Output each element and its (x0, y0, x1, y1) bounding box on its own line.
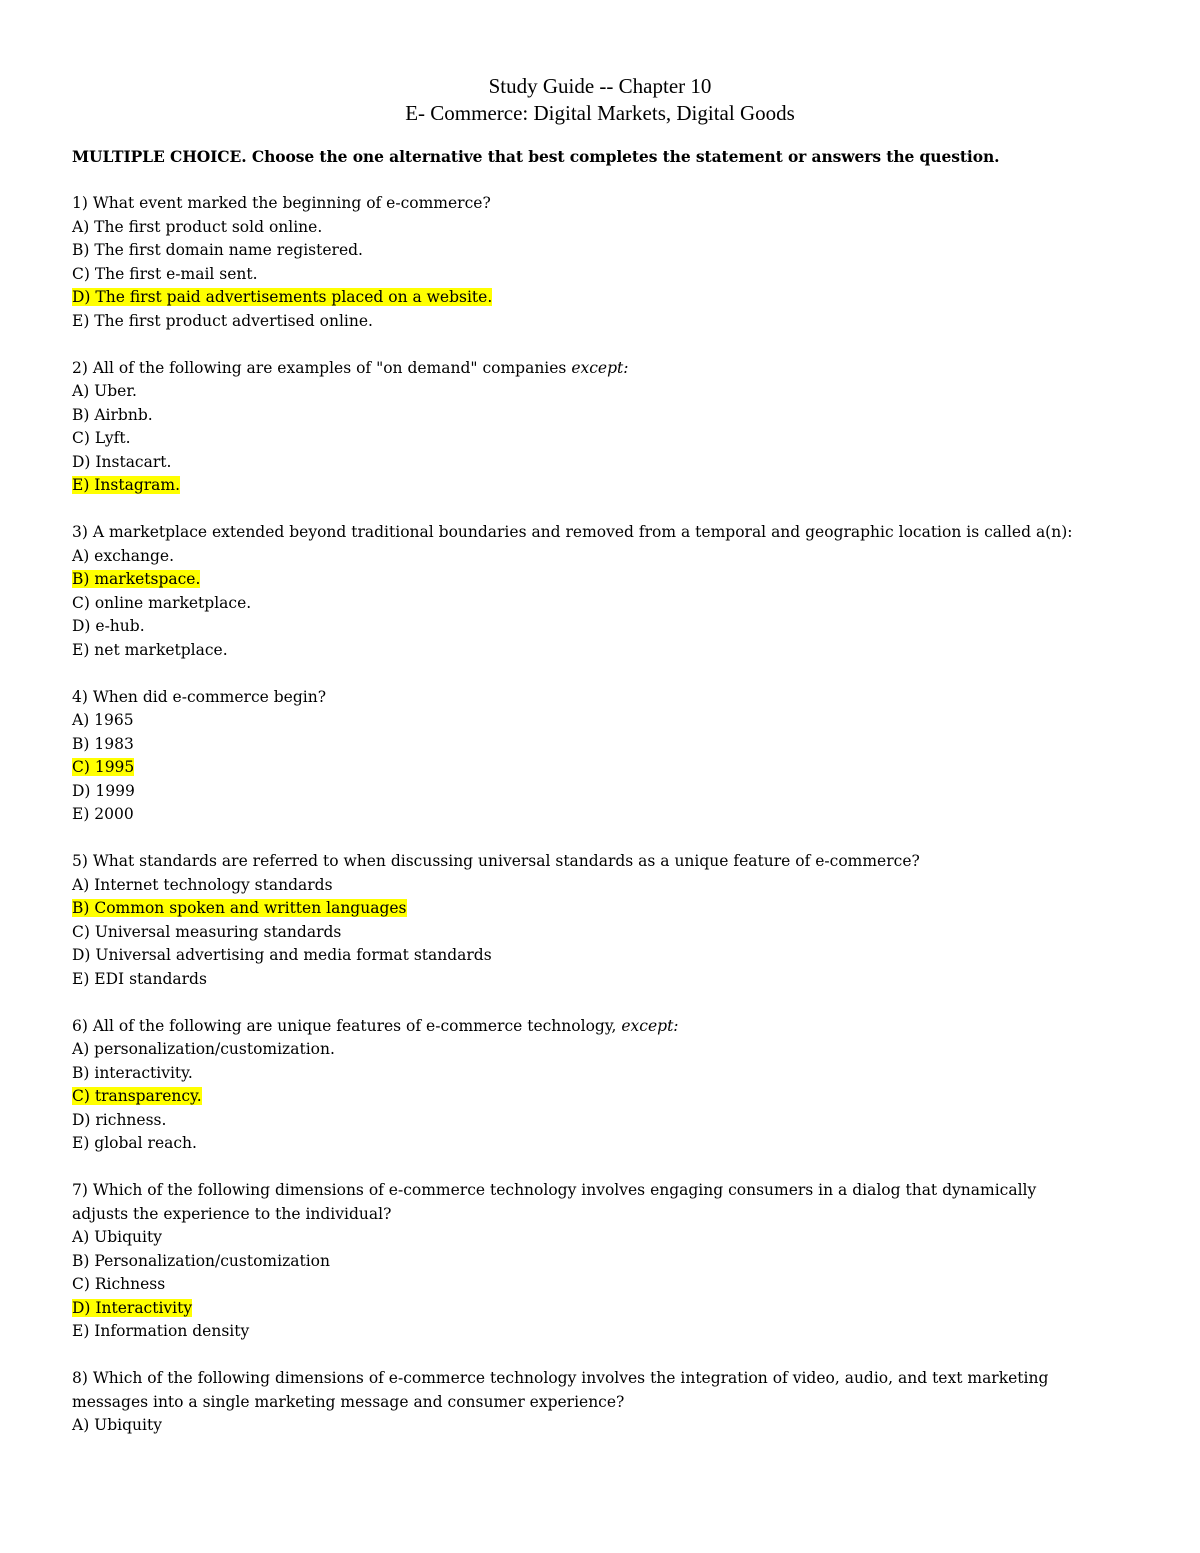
question-stem (72, 1179, 1080, 1226)
answer-option-text: E) global reach. (72, 1134, 197, 1152)
answer-option-text: C) The first e-mail sent. (72, 264, 258, 283)
question-item (72, 686, 1080, 827)
answer-option (72, 944, 1080, 968)
answer-option-text: D) The first paid advertisements placed on a website. (72, 288, 493, 306)
question-stem-text: 4) When did e-commerce begin? (72, 687, 327, 706)
answer-option-text: C) transparency. (72, 1087, 202, 1105)
question-stem (72, 850, 1080, 874)
answer-option-text: C) Lyft. (72, 429, 131, 447)
answer-option (72, 780, 1080, 804)
question-stem-emphasis: except: (571, 358, 629, 377)
answer-option-text: A) The first product sold online. (72, 217, 323, 236)
instructions: MULTIPLE CHOICE. Choose the one alternative that best completes the statement or answers the question. (72, 147, 1000, 166)
answer-option-highlighted (72, 1297, 1080, 1321)
answer-option (72, 1273, 1080, 1297)
answer-option-text: C) online marketplace. (72, 593, 252, 612)
answer-option-text: B) 1983 (72, 734, 134, 753)
question-stem-text: 3) A marketplace extended beyond traditional boundaries and removed from a temporal and geographic location is called a(n): (72, 523, 1073, 541)
answer-option-highlighted (72, 286, 1080, 310)
answer-option (72, 1414, 1080, 1438)
answer-option (72, 874, 1080, 898)
answer-option-highlighted (72, 474, 1080, 498)
answer-option (72, 1062, 1080, 1086)
answer-option-text: D) Universal advertising and media format standards (72, 946, 492, 964)
question-stem-text: 1) What event marked the beginning of e-commerce? (72, 194, 491, 212)
page-subtitle: E- Commerce: Digital Markets, Digital Goods (405, 101, 795, 125)
question-item (72, 521, 1080, 662)
answer-option-text: C) Universal measuring standards (72, 922, 342, 941)
question-item (72, 1367, 1080, 1438)
answer-option (72, 592, 1080, 616)
answer-option (72, 380, 1080, 404)
question-stem (72, 521, 1080, 545)
answer-option-text: E) net marketplace. (72, 640, 228, 659)
answer-option-text: D) Interactivity (72, 1298, 193, 1317)
answer-option-text: A) Ubiquity (72, 1416, 162, 1434)
question-item (72, 192, 1080, 333)
answer-option-text: D) 1999 (72, 781, 135, 800)
answer-option-text: C) 1995 (72, 758, 135, 776)
document-body (72, 145, 1080, 1461)
question-stem-text: 7) Which of the following dimensions of e-commerce technology involves engaging consumers in a dialog that dynamically adjusts the experience to the individual? (72, 1181, 1037, 1223)
answer-option (72, 404, 1080, 428)
answer-option-text: D) Instacart. (72, 452, 172, 471)
answer-option-text: B) marketspace. (72, 570, 201, 588)
answer-option-highlighted (72, 756, 1080, 780)
question-stem (72, 357, 1080, 381)
question-stem (72, 686, 1080, 710)
question-stem-text: 8) Which of the following dimensions of e-commerce technology involves the integration of video, audio, and text marketing messages into a single marketing message and consumer experience? (72, 1369, 1049, 1411)
question-item (72, 357, 1080, 498)
answer-option (72, 709, 1080, 733)
question-stem-emphasis: except: (621, 1016, 679, 1035)
answer-option (72, 1109, 1080, 1133)
answer-option (72, 1132, 1080, 1156)
answer-option-text: A) 1965 (72, 711, 134, 729)
answer-option-text: A) Internet technology standards (72, 875, 333, 894)
answer-option-text: E) Information density (72, 1322, 250, 1340)
page-title: Study Guide -- Chapter 10 (488, 74, 712, 98)
answer-option-text: A) Ubiquity (72, 1228, 162, 1246)
answer-option-text: A) exchange. (72, 546, 174, 565)
question-item (72, 1015, 1080, 1156)
answer-option (72, 1320, 1080, 1344)
answer-option (72, 1038, 1080, 1062)
answer-option-text: B) Airbnb. (72, 405, 153, 424)
answer-option (72, 310, 1080, 334)
answer-option-text: A) personalization/customization. (72, 1040, 335, 1058)
answer-option (72, 733, 1080, 757)
answer-option-text: E) The first product advertised online. (72, 311, 373, 330)
answer-option-highlighted (72, 1085, 1080, 1109)
answer-option-text: B) Personalization/customization (72, 1251, 330, 1270)
answer-option (72, 427, 1080, 451)
answer-option (72, 921, 1080, 945)
question-item (72, 850, 1080, 991)
answer-option-text: A) Uber. (72, 382, 137, 400)
answer-option-highlighted (72, 568, 1080, 592)
answer-option-text: D) e-hub. (72, 617, 145, 635)
answer-option-text: B) Common spoken and written languages (72, 899, 407, 917)
question-stem-text: 2) All of the following are examples of "on demand" companies (72, 358, 572, 377)
title-block (0, 73, 1200, 127)
answer-option (72, 216, 1080, 240)
answer-option (72, 1226, 1080, 1250)
answer-option (72, 451, 1080, 475)
answer-option (72, 239, 1080, 263)
answer-option (72, 968, 1080, 992)
answer-option (72, 639, 1080, 663)
answer-option-text: B) The first domain name registered. (72, 241, 363, 259)
question-stem (72, 1015, 1080, 1039)
answer-option-highlighted (72, 897, 1080, 921)
answer-option-text: E) EDI standards (72, 969, 207, 988)
answer-option (72, 545, 1080, 569)
answer-option-text: E) 2000 (72, 805, 134, 823)
answer-option-text: D) richness. (72, 1110, 167, 1129)
answer-option-text: C) Richness (72, 1275, 166, 1293)
question-stem-text: 6) All of the following are unique features of e-commerce technology, (72, 1016, 622, 1035)
answer-option (72, 1250, 1080, 1274)
question-stem (72, 192, 1080, 216)
answer-option-text: E) Instagram. (72, 476, 181, 494)
question-item (72, 1179, 1080, 1344)
answer-option (72, 263, 1080, 287)
question-stem-text: 5) What standards are referred to when discussing universal standards as a unique feature of e-commerce? (72, 852, 920, 870)
answer-option-text: B) interactivity. (72, 1063, 193, 1082)
answer-option (72, 615, 1080, 639)
question-list (72, 192, 1080, 1438)
question-stem (72, 1367, 1080, 1414)
answer-option (72, 803, 1080, 827)
